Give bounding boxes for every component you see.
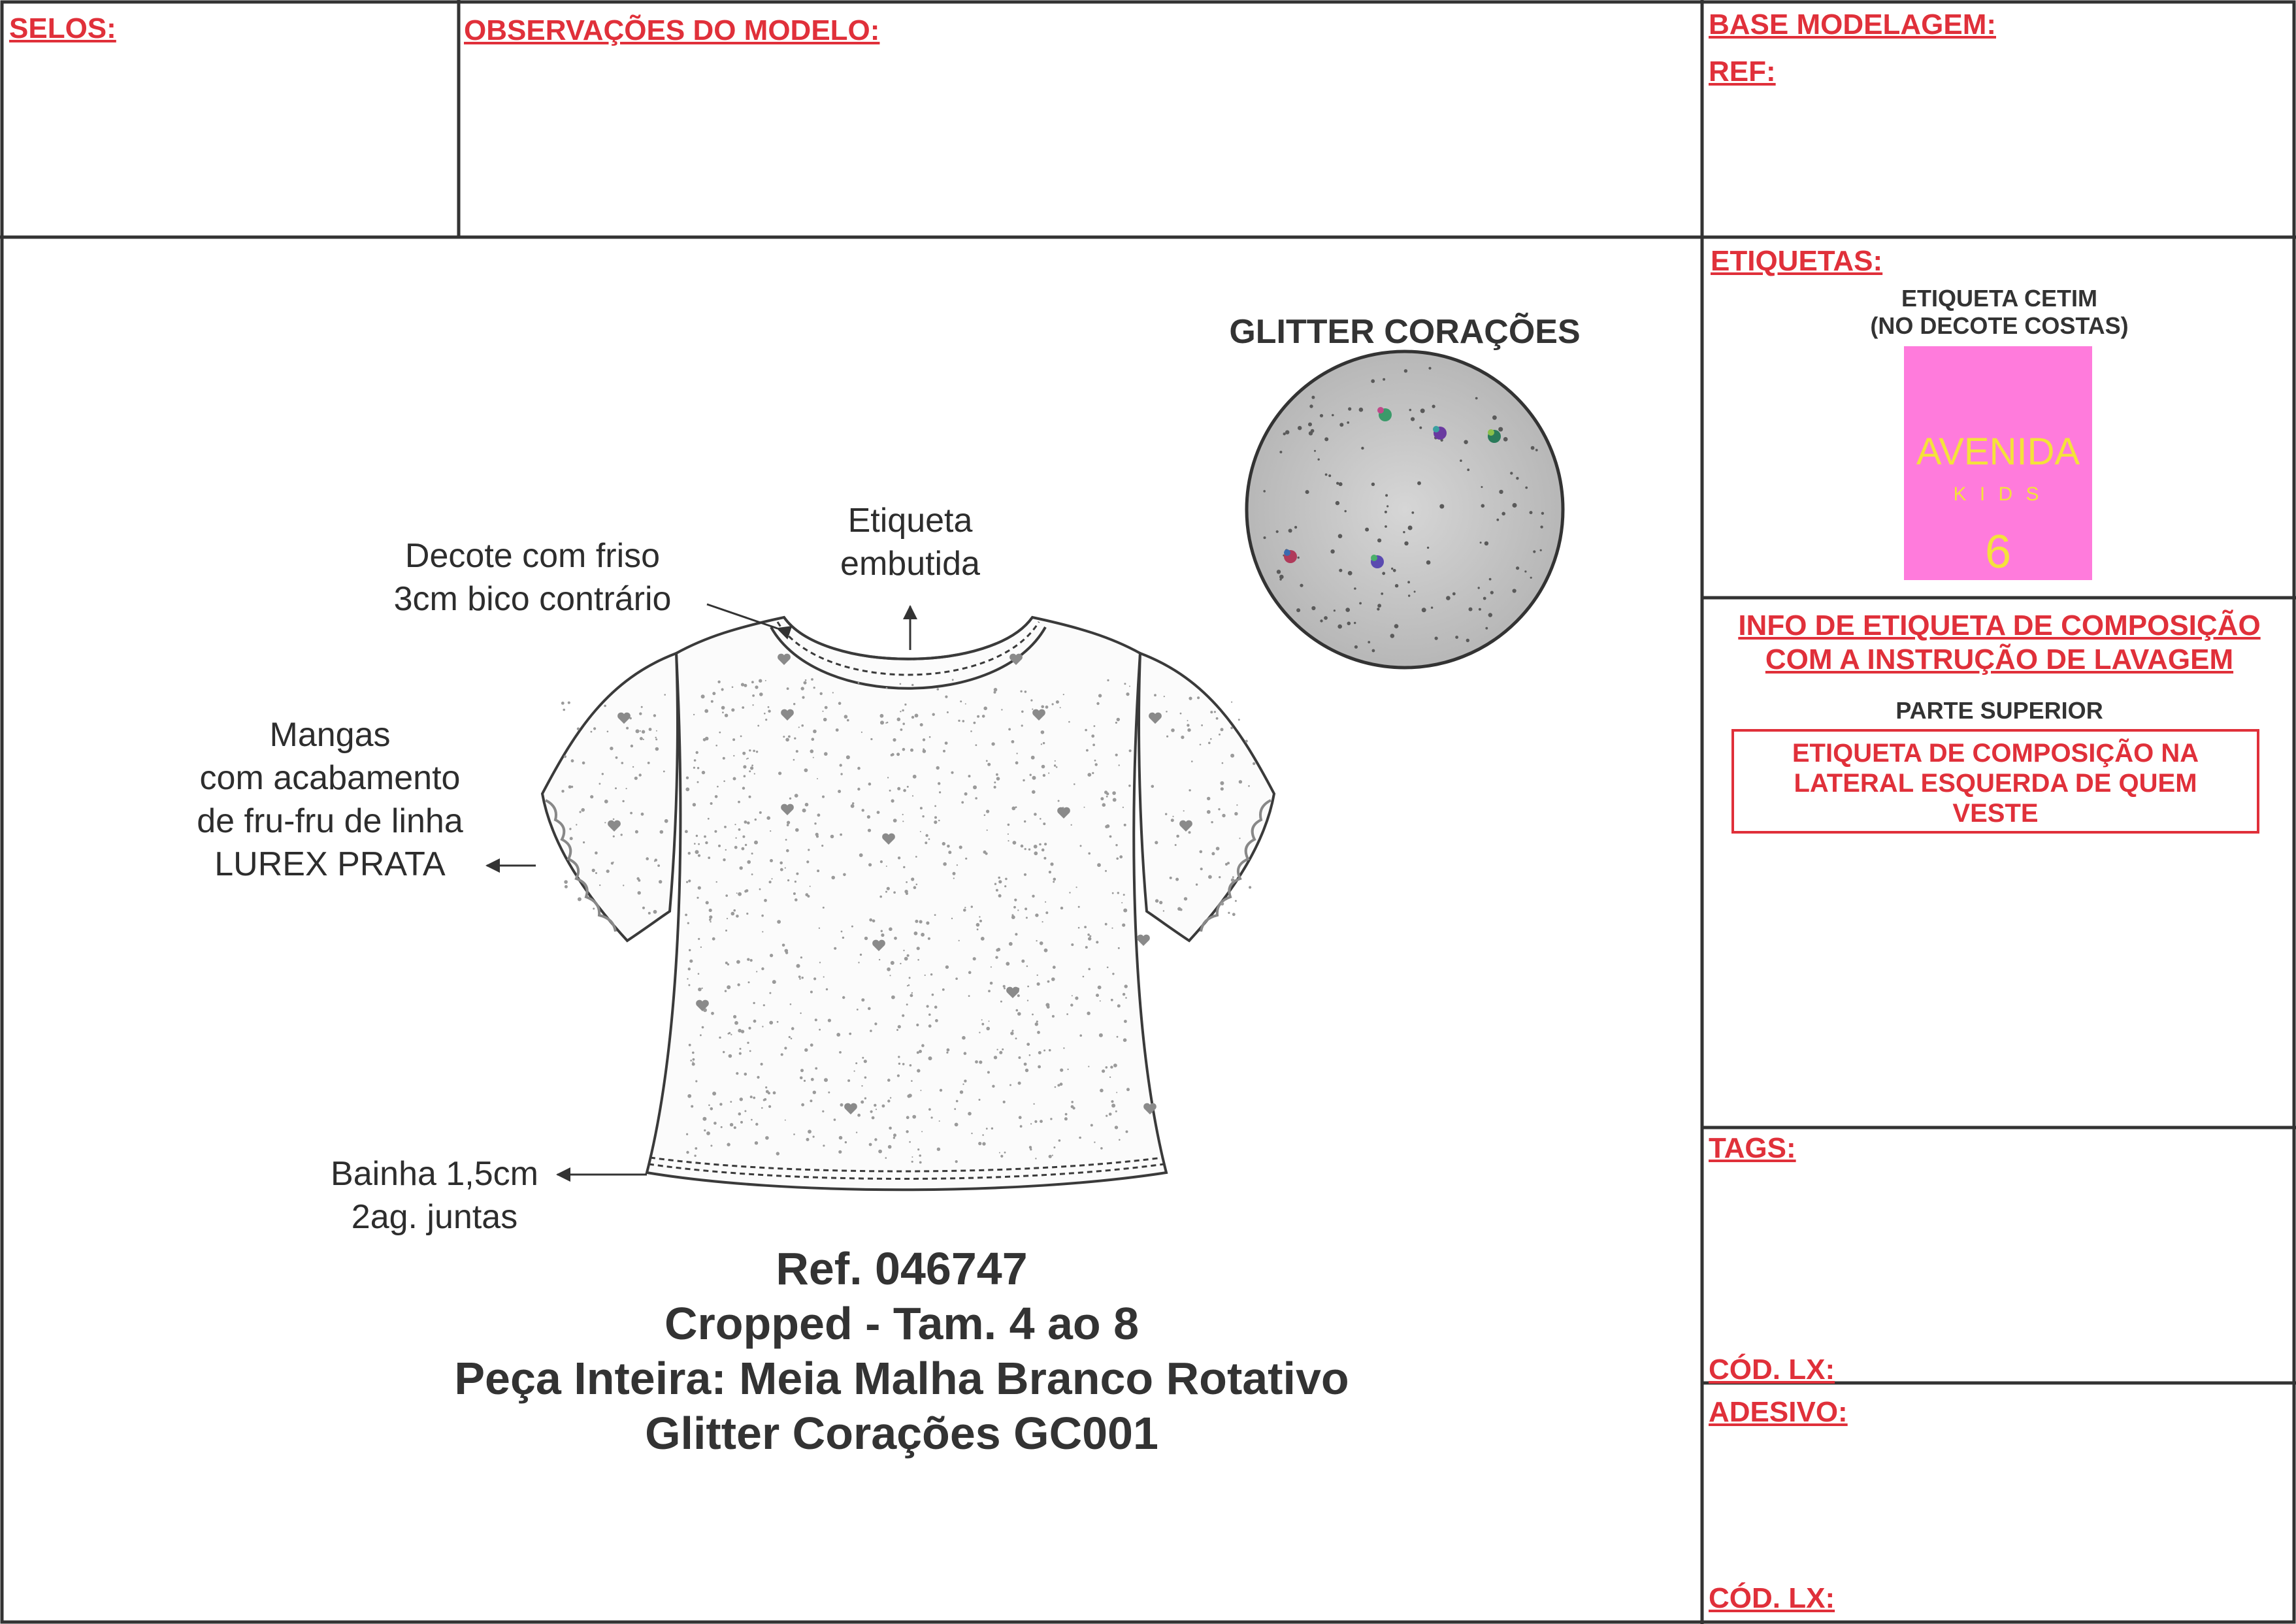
composicao-line2: LATERAL ESQUERDA DE QUEM — [1794, 769, 2197, 798]
info-composicao-heading — [1705, 609, 2293, 677]
info-line1: INFO DE ETIQUETA DE COMPOSIÇÃO — [1738, 609, 2261, 641]
tags-heading: TAGS: — [1709, 1132, 1796, 1164]
mangas-line2: com acabamento — [199, 759, 461, 797]
parte-superior: PARTE SUPERIOR — [1895, 697, 2103, 724]
adesivo-heading: ADESIVO: — [1709, 1396, 1848, 1428]
brand-label-sub: K I D S — [1953, 483, 2043, 505]
brand-label-name: AVENIDA — [1916, 430, 2080, 473]
glitter-title: GLITTER CORAÇÕES — [1229, 313, 1581, 351]
observacoes-heading: OBSERVAÇÕES DO MODELO: — [464, 14, 880, 46]
glitter-swatch — [1247, 351, 1563, 668]
product-ref: Ref. 046747 — [776, 1243, 1028, 1294]
cropped-shirt-drawing — [542, 617, 1274, 1190]
etiqueta-cetim-caption — [1816, 285, 2182, 340]
etiqueta-note — [779, 499, 1041, 585]
bainha-note — [287, 1152, 582, 1239]
heart-icon — [1137, 935, 1150, 946]
bainha-line2: 2ag. juntas — [351, 1198, 518, 1236]
cod-lx-2: CÓD. LX: — [1709, 1582, 1835, 1614]
bainha-line1: Bainha 1,5cm — [331, 1155, 538, 1193]
mangas-line1: Mangas — [269, 716, 391, 754]
etiquetas-heading: ETIQUETAS: — [1711, 245, 1883, 277]
brand-label-size: 6 — [1984, 526, 2012, 578]
product-line2: Cropped - Tam. 4 ao 8 — [664, 1298, 1140, 1349]
etiqueta-cetim-line1: ETIQUETA CETIM — [1901, 285, 2097, 312]
mangas-line3: de fru-fru de linha — [197, 802, 463, 840]
selos-heading: SELOS: — [9, 12, 116, 44]
mangas-line4: LUREX PRATA — [214, 845, 446, 883]
product-line4: Glitter Corações GC001 — [645, 1408, 1158, 1459]
product-line3: Peça Inteira: Meia Malha Branco Rotativo — [454, 1353, 1349, 1404]
composicao-line1: ETIQUETA DE COMPOSIÇÃO NA — [1792, 739, 2199, 768]
composicao-line3: VESTE — [1952, 799, 2039, 828]
info-line2: COM A INSTRUÇÃO DE LAVAGEM — [1765, 643, 2234, 675]
etiqueta-line2: embutida — [840, 545, 980, 583]
composicao-box — [1731, 729, 2259, 834]
etiqueta-line1: Etiqueta — [847, 502, 973, 540]
brand-label — [1904, 346, 2092, 580]
etiqueta-cetim-line2: (NO DECOTE COSTAS) — [1870, 312, 2129, 339]
decote-line2: 3cm bico contrário — [393, 580, 672, 618]
product-description — [327, 1241, 1477, 1461]
decote-line1: Decote com friso — [404, 537, 661, 575]
decote-note — [346, 534, 719, 621]
ref-heading: REF: — [1709, 56, 1776, 88]
base-modelagem-heading: BASE MODELAGEM: — [1709, 8, 1996, 41]
cod-lx-1: CÓD. LX: — [1709, 1354, 1835, 1386]
mangas-note — [150, 713, 510, 886]
